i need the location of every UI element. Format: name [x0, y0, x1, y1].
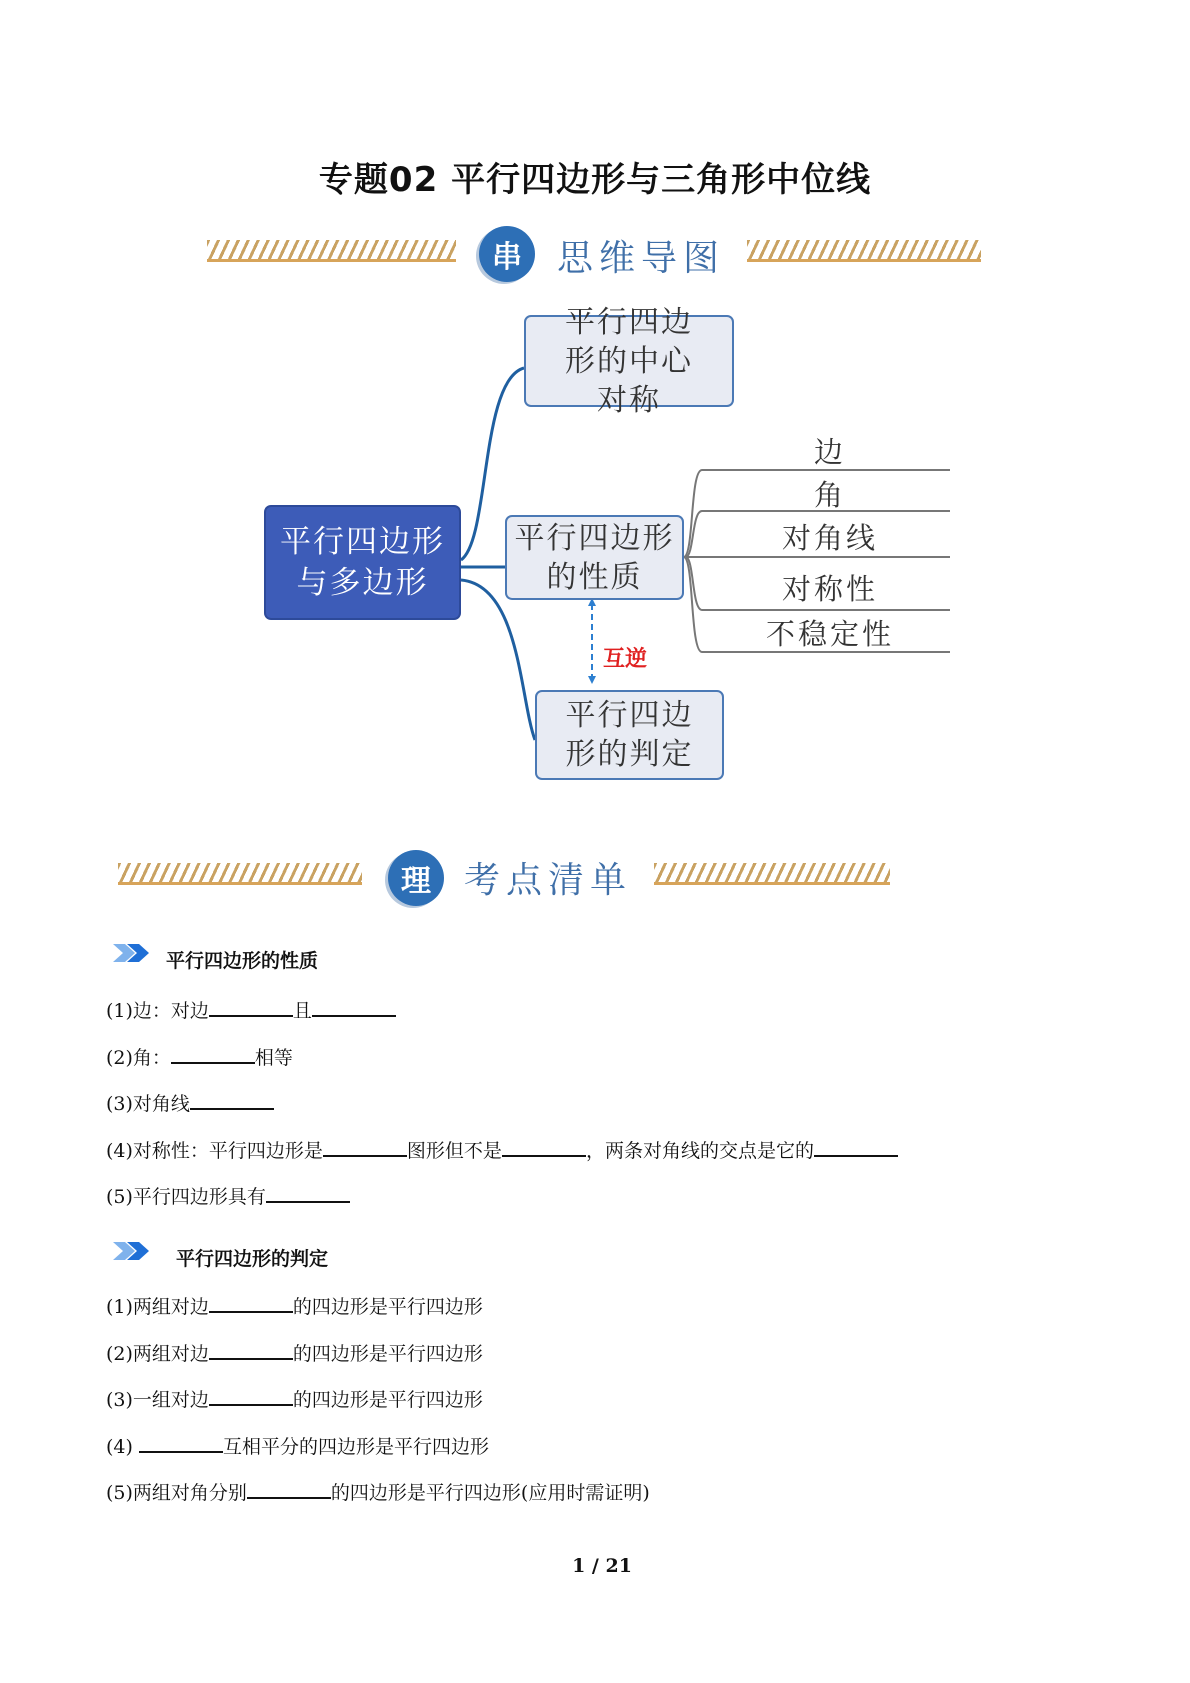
section-heading: 平行四边形的判定 [176, 1248, 329, 1270]
answer-blank[interactable] [814, 1155, 898, 1157]
stripe-decoration [654, 863, 890, 885]
checklist-item [106, 1136, 898, 1163]
checklist-item [106, 1339, 483, 1366]
item-text: 且 [292, 1000, 312, 1022]
answer-blank[interactable] [190, 1108, 274, 1110]
answer-blank[interactable] [171, 1062, 255, 1064]
item-text: (4)对称性：平行四边形是 [106, 1140, 323, 1162]
leaf-symmetry: 对称性 [781, 572, 878, 606]
document-title: 专题02 平行四边形与三角形中位线 [318, 160, 872, 200]
answer-blank[interactable] [209, 1358, 293, 1360]
banner-title: 考点清单 [464, 860, 633, 901]
item-text: (2)两组对边 [106, 1343, 209, 1365]
item-text: (5)两组对角分别 [106, 1482, 247, 1504]
stripe-decoration [118, 863, 362, 885]
chevron-double-icon [113, 942, 151, 968]
answer-blank[interactable] [266, 1201, 350, 1203]
item-text: (1)两组对边 [106, 1296, 209, 1318]
item-text: (4) [106, 1436, 139, 1458]
item-text: 图形但不是 [406, 1140, 502, 1162]
item-text: 相等 [254, 1047, 293, 1069]
item-text: (3)一组对边 [106, 1389, 209, 1411]
checklist-item [106, 996, 396, 1023]
answer-blank[interactable] [139, 1451, 223, 1453]
answer-blank[interactable] [209, 1015, 293, 1017]
badge-icon: 串 [479, 226, 535, 282]
answer-blank[interactable] [209, 1311, 293, 1313]
item-text: ，两条对角线的交点是它的 [585, 1140, 814, 1162]
chevron-double-icon [113, 1240, 151, 1266]
checklist-item [106, 1043, 293, 1070]
answer-blank[interactable] [247, 1497, 331, 1499]
node-central-symmetry: 平行四边形的中心对称 [524, 315, 734, 407]
relation-label: 互逆 [603, 647, 648, 672]
node-criteria: 平行四边形的判定 [535, 690, 724, 780]
answer-blank[interactable] [209, 1404, 293, 1406]
leaf-diagonal: 对角线 [781, 521, 878, 555]
checklist-item [106, 1292, 483, 1319]
leaf-instability: 不稳定性 [765, 617, 894, 651]
item-text: 的四边形是平行四边形 [292, 1343, 483, 1365]
item-text: (2)角： [106, 1047, 171, 1069]
item-text: (3)对角线 [106, 1093, 190, 1115]
badge-icon: 理 [388, 850, 444, 906]
checklist-item [106, 1432, 489, 1459]
banner-title: 思维导图 [557, 238, 726, 279]
section-heading: 平行四边形的性质 [166, 950, 319, 972]
item-text: 的四边形是平行四边形 [292, 1389, 483, 1411]
checklist-item [106, 1478, 650, 1505]
checklist-item [106, 1385, 483, 1412]
item-text: 互相平分的四边形是平行四边形 [222, 1436, 489, 1458]
node-properties: 平行四边形的性质 [505, 515, 684, 600]
leaf-side: 边 [813, 435, 846, 469]
answer-blank[interactable] [323, 1155, 407, 1157]
node-root: 平行四边形与多边形 [264, 505, 461, 620]
leaf-angle: 角 [813, 478, 846, 512]
answer-blank[interactable] [502, 1155, 586, 1157]
item-text: 的四边形是平行四边形(应用时需证明) [330, 1482, 650, 1504]
checklist-item [106, 1182, 350, 1209]
answer-blank[interactable] [312, 1015, 396, 1017]
brace-connector [684, 470, 702, 652]
item-text: 的四边形是平行四边形 [292, 1296, 483, 1318]
checklist-item [106, 1089, 274, 1116]
page-number: 1 / 21 [572, 1555, 632, 1577]
connector-bottom [461, 580, 535, 740]
item-text: (5)平行四边形具有 [106, 1186, 266, 1208]
item-text: (1)边：对边 [106, 1000, 209, 1022]
